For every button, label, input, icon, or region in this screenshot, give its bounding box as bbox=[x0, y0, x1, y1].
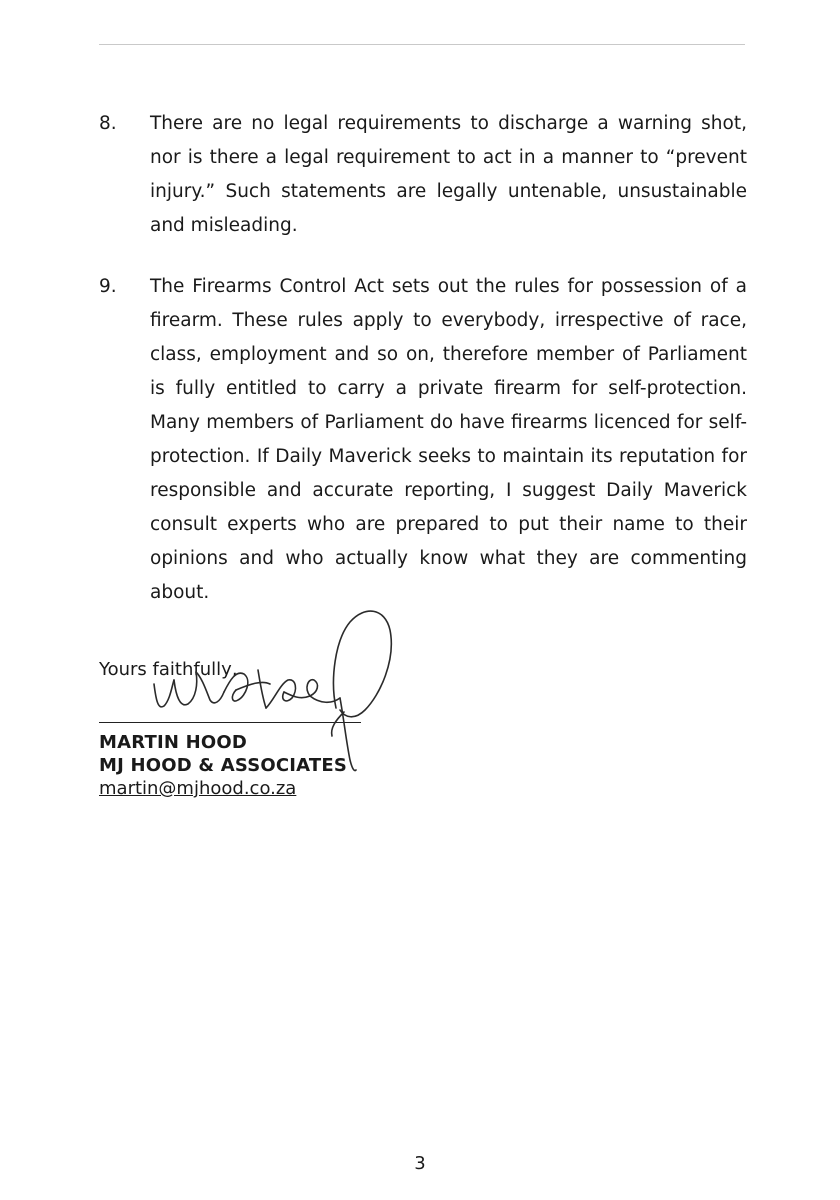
paragraph-text: There are no legal requirements to discharge a warning shot, nor is there a legal requirement to act in a manner to “prevent injury.” Such statements are legally untenable, unsustainable and misleading. bbox=[150, 113, 747, 236]
signer-name: MARTIN HOOD bbox=[99, 732, 248, 753]
paragraph-text: The Firearms Control Act sets out the rules for possession of a firearm. These rules apply to everybody, irrespective of race, class, employment and so on, therefore member of Parliament is fully entitled to carry a private firearm for self-protection. Many members of Parliament do have firearms licenced for self-protection. If Daily Maverick seeks to maintain its reputation for responsible and accurate reporting, I suggest Daily Maverick consult experts who are prepared to put their name to their opinions and who actually know what they are commenting about. bbox=[150, 276, 747, 603]
signer-firm: MJ HOOD & ASSOCIATES bbox=[99, 755, 348, 776]
header-divider bbox=[99, 44, 745, 45]
closing-salutation: Yours faithfully, bbox=[99, 659, 238, 680]
email-link[interactable]: martin@mjhood.co.za bbox=[99, 778, 297, 799]
paragraph-number: 8. bbox=[99, 113, 117, 134]
paragraph-number: 9. bbox=[99, 276, 117, 297]
page-number: 3 bbox=[414, 1153, 426, 1174]
